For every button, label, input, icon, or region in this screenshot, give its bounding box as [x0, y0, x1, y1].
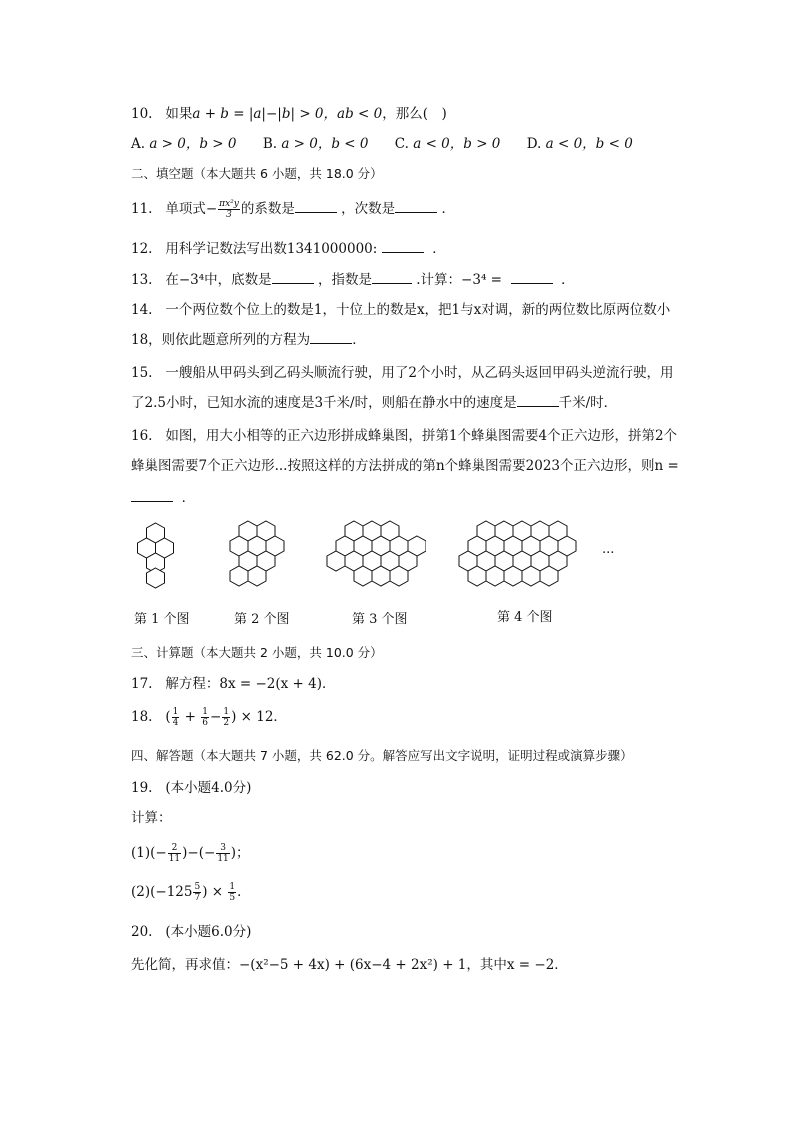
question-number: 20. [131, 924, 153, 940]
question-text: )−(− [182, 845, 216, 861]
question-number: 11. [131, 201, 153, 217]
minus-sign: − [210, 709, 222, 725]
question-16-line-3 [131, 488, 195, 508]
fraction [201, 707, 209, 728]
fraction-numerator: πx²y [219, 199, 239, 209]
mixed-fraction [193, 882, 201, 903]
question-text: ) × 12． [231, 709, 287, 725]
question-text: 如果 [165, 106, 193, 122]
math-condition: a + b = |a|−|b| > 0，ab < 0 [192, 106, 383, 122]
answer-blank[interactable] [131, 489, 173, 502]
choice-text: a < 0，b < 0 [545, 136, 633, 152]
question-13 [131, 270, 575, 290]
question-15-line-2 [131, 393, 617, 413]
question-14-line-1 [131, 300, 670, 320]
fraction-denominator: 11 [168, 854, 181, 864]
fraction [228, 882, 236, 903]
hexagon [504, 566, 522, 586]
question-text: 千米/时． [558, 395, 618, 411]
question-text: ． [352, 332, 366, 348]
question-text: ． [441, 201, 455, 217]
hex-column [230, 521, 284, 586]
hexagon [248, 566, 266, 586]
fraction [222, 707, 230, 728]
fraction [216, 843, 229, 864]
question-text: (1)(− [131, 845, 167, 861]
question-text: 用科学记数法写出数1341000000: [165, 241, 378, 257]
choice-text: a > 0，b > 0 [149, 136, 237, 152]
choice-text: a > 0，b < 0 [281, 136, 369, 152]
question-score: (本小题4.0分) [165, 780, 252, 796]
choice-d[interactable] [527, 134, 633, 154]
choice-c[interactable] [395, 134, 501, 154]
question-text: 如图，用大小相等的正六边形拼成蜂巢图，拼第1个蜂巢图需要4个正六边形，拼第2个 [165, 428, 678, 444]
question-19-part-2 [131, 882, 251, 903]
hexagon [147, 568, 165, 588]
fraction-denominator: 3 [226, 210, 232, 220]
question-score: (本小题6.0分) [165, 924, 252, 940]
fraction [172, 707, 180, 728]
question-20 [131, 922, 251, 942]
question-text: 一艘船从甲码头到乙码头顺流行驶，用了2个小时，从乙码头返回甲码头逆流行驶，用 [165, 365, 674, 381]
question-number: 15. [131, 365, 153, 381]
fraction-numerator: 1 [223, 707, 230, 717]
question-19 [131, 778, 251, 798]
question-number: 17. [131, 676, 153, 692]
hexagon [354, 566, 372, 586]
question-12 [131, 239, 446, 259]
fraction-numerator: 1 [229, 882, 236, 892]
answer-blank[interactable] [511, 271, 553, 284]
answer-blank[interactable] [517, 394, 559, 407]
question-text: ． [432, 241, 446, 257]
question-19-part-1 [131, 843, 250, 864]
question-10 [131, 104, 447, 124]
question-14-line-2 [131, 330, 366, 350]
question-11 [131, 199, 455, 220]
question-16-line-1 [131, 426, 677, 446]
honeycomb-figure-3 [326, 520, 426, 590]
question-17 [131, 674, 336, 694]
fraction-numerator: 1 [202, 707, 209, 717]
question-18 [131, 707, 287, 728]
question-text: ) × [202, 884, 228, 900]
question-text: 18，则依此题意所列的方程为 [131, 332, 311, 348]
choice-text: a < 0，b > 0 [413, 136, 501, 152]
question-number: 14. [131, 302, 153, 318]
choice-letter: B. [262, 136, 278, 152]
question-text: 在−3⁴中，底数是 [165, 272, 272, 288]
open-paren: ( [165, 709, 171, 725]
question-number: 10. [131, 106, 153, 122]
question-text: 解方程：8x = −2(x + 4)． [165, 676, 336, 692]
hexagon [540, 566, 558, 586]
choice-b[interactable] [263, 134, 369, 154]
hexagon [390, 566, 408, 586]
question-16-line-2: 蜂巢图需要7个正六边形...按照这样的方法拼成的第n个蜂巢图需要2023个正六边形，则n = [131, 458, 679, 474]
question-text: 了2.5小时，已知水流的速度是3千米/时，则船在静水中的速度是 [131, 395, 517, 411]
question-text: 一个两位数个位上的数是1，十位上的数是x，把1与x对调，新的两位数比原两位数小 [165, 302, 671, 318]
choice-letter: A. [131, 136, 146, 152]
hexagon [522, 566, 540, 586]
section-heading-answer: 四、解答题（本大题共 7 小题，共 62.0 分。解答应写出文字说明，证明过程或演算步骤） [131, 748, 633, 763]
question-number: 12. [131, 241, 153, 257]
honeycomb-figure-2 [220, 520, 294, 590]
fraction-denominator: 2 [223, 718, 230, 728]
honeycomb-figure-1 [128, 520, 184, 590]
figure-caption-1: 第 1 个图 [134, 612, 190, 627]
fraction-numerator: 5 [194, 882, 201, 892]
fraction [218, 199, 240, 220]
question-text: ． [181, 490, 196, 506]
fraction-denominator: 4 [172, 718, 179, 728]
fraction-numerator: 1 [172, 707, 179, 717]
answer-blank[interactable] [395, 200, 437, 213]
answer-blank[interactable] [310, 331, 352, 344]
hexagon [230, 566, 248, 586]
hexagon [486, 566, 504, 586]
question-number: 13. [131, 272, 153, 288]
honeycomb-figure-4 [458, 520, 582, 590]
fraction-denominator: 7 [194, 893, 201, 903]
section-heading-calculation: 三、计算题（本大题共 2 小题，共 10.0 分） [131, 645, 383, 660]
fraction-denominator: 6 [202, 718, 209, 728]
question-text: (2)(−125 [131, 884, 193, 900]
question-text: ，那么( ) [382, 106, 447, 122]
fraction-denominator: 5 [229, 893, 236, 903]
answer-blank[interactable] [382, 240, 424, 253]
section-heading-fill-in: 二、填空题（本大题共 6 小题，共 18.0 分） [131, 166, 383, 181]
question-text: ． [561, 272, 575, 288]
choice-letter: D. [526, 136, 542, 152]
question-20-text: 先化简，再求值：−(x²−5 + 4x) + (6x−4 + 2x²) + 1，其中x = −2． [131, 957, 568, 973]
fraction-denominator: 11 [217, 854, 229, 864]
question-text: ，指数是 [317, 272, 372, 288]
plus-sign: + [180, 709, 201, 725]
question-15-line-1 [131, 363, 673, 383]
fraction [168, 843, 181, 864]
choice-letter: C. [394, 136, 409, 152]
answer-blank[interactable] [372, 271, 412, 284]
question-text: 单项式− [165, 201, 218, 217]
fraction-numerator: 3 [216, 843, 229, 854]
hexagon [327, 551, 345, 571]
choice-a[interactable] [131, 134, 237, 154]
question-19-prompt: 计算： [131, 810, 172, 826]
fraction-numerator: 2 [168, 843, 181, 854]
figure-ellipsis: ... [602, 542, 615, 557]
hexagon [468, 566, 486, 586]
question-text: 的系数是 [240, 201, 295, 217]
answer-blank[interactable] [272, 271, 314, 284]
question-10-choices [131, 134, 655, 154]
question-number: 16. [131, 428, 153, 444]
hexagon [372, 566, 390, 586]
answer-blank[interactable] [295, 200, 337, 213]
question-number: 19. [131, 780, 153, 796]
question-text: ． [237, 884, 251, 900]
question-text: ，次数是 [341, 201, 396, 217]
question-number: 18. [131, 709, 153, 725]
figure-caption-2: 第 2 个图 [234, 612, 290, 627]
question-text: )； [230, 845, 250, 861]
figure-caption-4: 第 4 个图 [497, 610, 553, 625]
question-text: .计算：−3⁴ = [416, 272, 502, 288]
figure-caption-3: 第 3 个图 [352, 612, 408, 627]
